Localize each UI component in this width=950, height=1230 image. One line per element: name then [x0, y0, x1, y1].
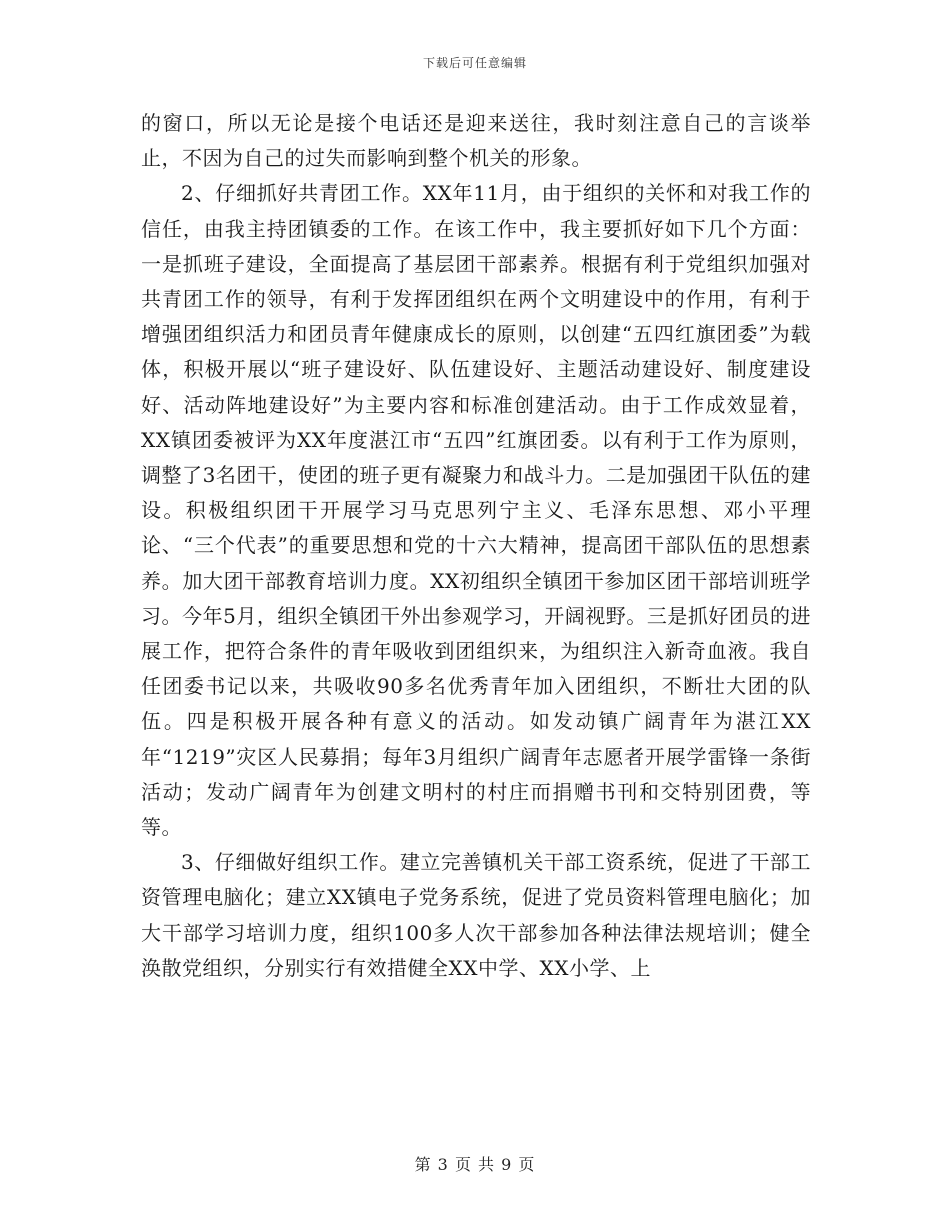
paragraph-youth-league-work: 2、仔细抓好共青团工作。XX年11月，由于组织的关怀和对我工作的信任，由我主持团镇委的工作。在该工作中，我主要抓好如下几个方面：一是抓班子建设，全面提高了基层团干部素养。根据有利于党组织加强对共青团工作的领导，有利于发挥团组织在两个文明建设中的作用，有利于增强团组织活力和团员青年健康成长的原则，以创建“五四红旗团委”为载体，积极开展以“班子建设好、队伍建设好、主题活动建设好、制度建设好、活动阵地建设好”为主要内容和标准创建活动。由于工作成效显着，XX镇团委被评为XX年度湛江市“五四”红旗团委。以有利于工作为原则，调整了3名团干，使团的班子更有凝聚力和战斗力。二是加强团干队伍的建设。积极组织团干开展学习马克思列宁主义、毛泽东思想、邓小平理论、“三个代表”的重要思想和党的十六大精神，提高团干部队伍的思想素养。加大团干部教育培训力度。XX初组织全镇团干参加区团干部培训班学习。今年5月，组织全镇团干外出参观学习，开阔视野。三是抓好团员的进展工作，把符合条件的青年吸收到团组织来，为组织注入新奇血液。我自任团委书记以来，共吸收90多名优秀青年加入团组织，不断壮大团的队伍。四是积极开展各种有意义的活动。如发动镇广阔青年为湛江XX年“1219”灾区人民募捐；每年3月组织广阔青年志愿者开展学雷锋一条街活动；发动广阔青年为创建文明村的村庄而捐赠书刊和交特别团费，等等。	[141, 181, 811, 840]
paragraph-organization-work: 3、仔细做好组织工作。建立完善镇机关干部工资系统，促进了干部工资管理电脑化；建立XX镇电子党务系统，促进了党员资料管理电脑化；加大干部学习培训力度，组织100多人次干部参加各种法律法规培训；健全涣散党组织，分别实行有效措健全XX中学、XX小学、上	[141, 850, 811, 980]
paragraph-continuation: 的窗口，所以无论是接个电话还是迎来送往，我时刻注意自己的言谈举止，不因为自己的过失而影响到整个机关的形象。	[141, 111, 811, 171]
document-body	[141, 106, 811, 986]
page-header-note: 下载后可任意编辑	[422, 56, 527, 70]
page-number: 第 3 页 共 9 页	[414, 1155, 536, 1174]
